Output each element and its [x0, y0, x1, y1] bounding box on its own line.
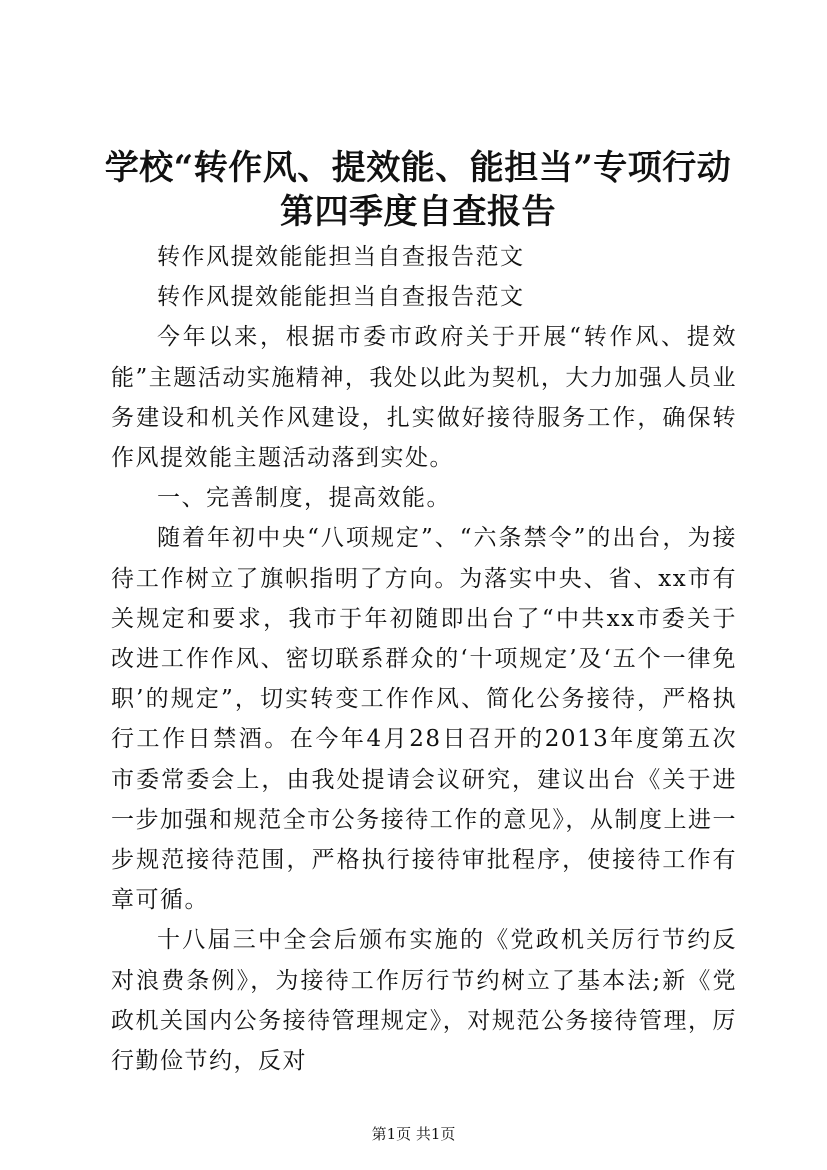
- document-body: [111, 237, 737, 1081]
- document-title: 学校“转作风、提效能、能担当”专项行动第四季度自查报告: [104, 148, 732, 232]
- section-heading: 一、完善制度，提高效能。: [157, 485, 451, 512]
- paragraph: 转作风提效能能担当自查报告范文: [157, 284, 525, 311]
- paragraph: 十八届三中全会后颁布实施的《党政机关厉行节约反对浪费条例》，为接待工作厉行节约树立了基本法;新《党政机关国内公务接待管理规定》，对规范公务接待管理，厉行勤俭节约，反对: [111, 927, 737, 1075]
- paragraph: 转作风提效能能担当自查报告范文: [157, 244, 525, 270]
- paragraph: 随着年初中央“八项规定”、“六条禁令”的出台，为接待工作树立了旗帜指明了方向。为落实中央、省、xx市有关规定和要求，我市于年初随即出台了“中共xx市委关于改进工作作风、密切联系群众的‘十项规定’及‘五个一律免职’的规定”，切实转变工作作风、简化公务接待，严格执行工作日禁酒。在今年4月28日召开的2013年度第五次市委常委会上，由我处提请会议研究，建议出台《关于进一步加强和规范全市公务接待工作的意见》，从制度上进一步规范接待范围，严格执行接待审批程序，使接待工作有章可循。: [111, 525, 737, 914]
- paragraph: 今年以来，根据市委市政府关于开展“转作风、提效能”主题活动实施精神，我处以此为契机，大力加强人员业务建设和机关作风建设，扎实做好接待服务工作，确保转作风提效能主题活动落到实处。: [111, 324, 737, 472]
- page-footer: 第1页 共1页: [371, 1125, 456, 1143]
